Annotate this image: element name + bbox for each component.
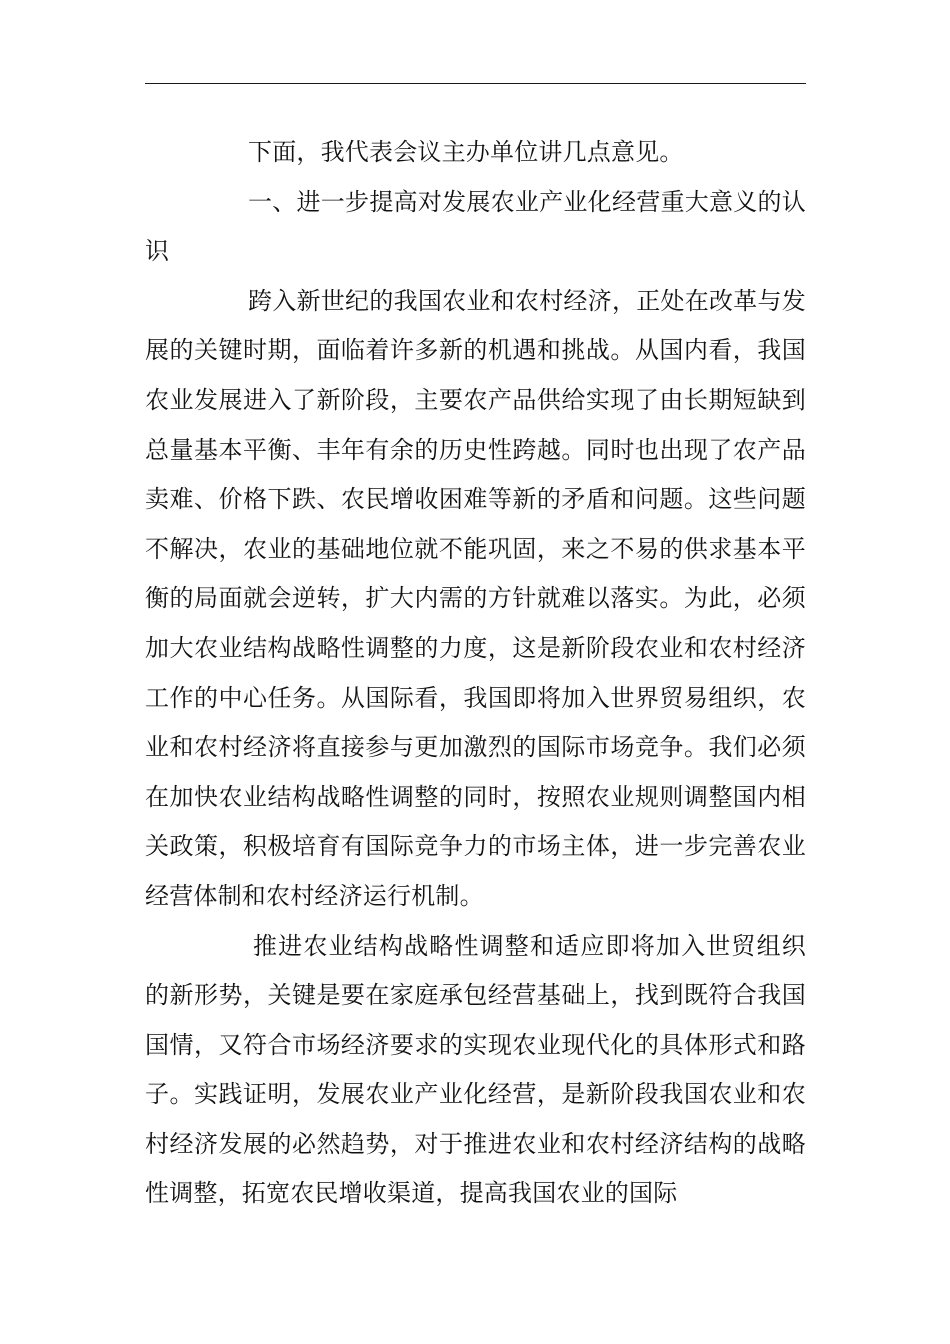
header-rule <box>145 83 806 84</box>
body-paragraph: 跨入新世纪的我国农业和农村经济，正处在改革与发展的关键时期，面临着许多新的机遇和挑战。从国内看，我国农业发展进入了新阶段，主要农产品供给实现了由长期短缺到总量基本平衡、丰年有余的历史性跨越。同时也出现了农产品卖难、价格下跌、农民增收困难等新的矛盾和问题。这些问题不解决，农业的基础地位就不能巩固，来之不易的供求基本平衡的局面就会逆转，扩大内需的方针就难以落实。为此，必须加大农业结构战略性调整的力度，这是新阶段农业和农村经济工作的中心任务。从国际看，我国即将加入世界贸易组织，农业和农村经济将直接参与更加激烈的国际市场竞争。我们必须在加快农业结构战略性调整的同时，按照农业规则调整国内相关政策，积极培育有国际竞争力的市场主体，进一步完善农业经营体制和农村经济运行机制。 <box>145 286 806 910</box>
section-heading: 一、进一步提高对发展农业产业化经营重大意义的认识 <box>145 187 806 266</box>
opening-paragraph: 下面，我代表会议主办单位讲几点意见。 <box>248 138 684 166</box>
document-body <box>145 128 806 1219</box>
body-paragraph: 推进农业结构战略性调整和适应即将加入世贸组织的新形势，关键是要在家庭承包经营基础上，找到既符合我国国情，又符合市场经济要求的实现农业现代化的具体形式和路子。实践证明，发展农业产业化经营，是新阶段我国农业和农村经济发展的必然趋势，对于推进农业和农村经济结构的战略性调整，拓宽农民增收渠道，提高我国农业的国际 <box>145 931 806 1208</box>
